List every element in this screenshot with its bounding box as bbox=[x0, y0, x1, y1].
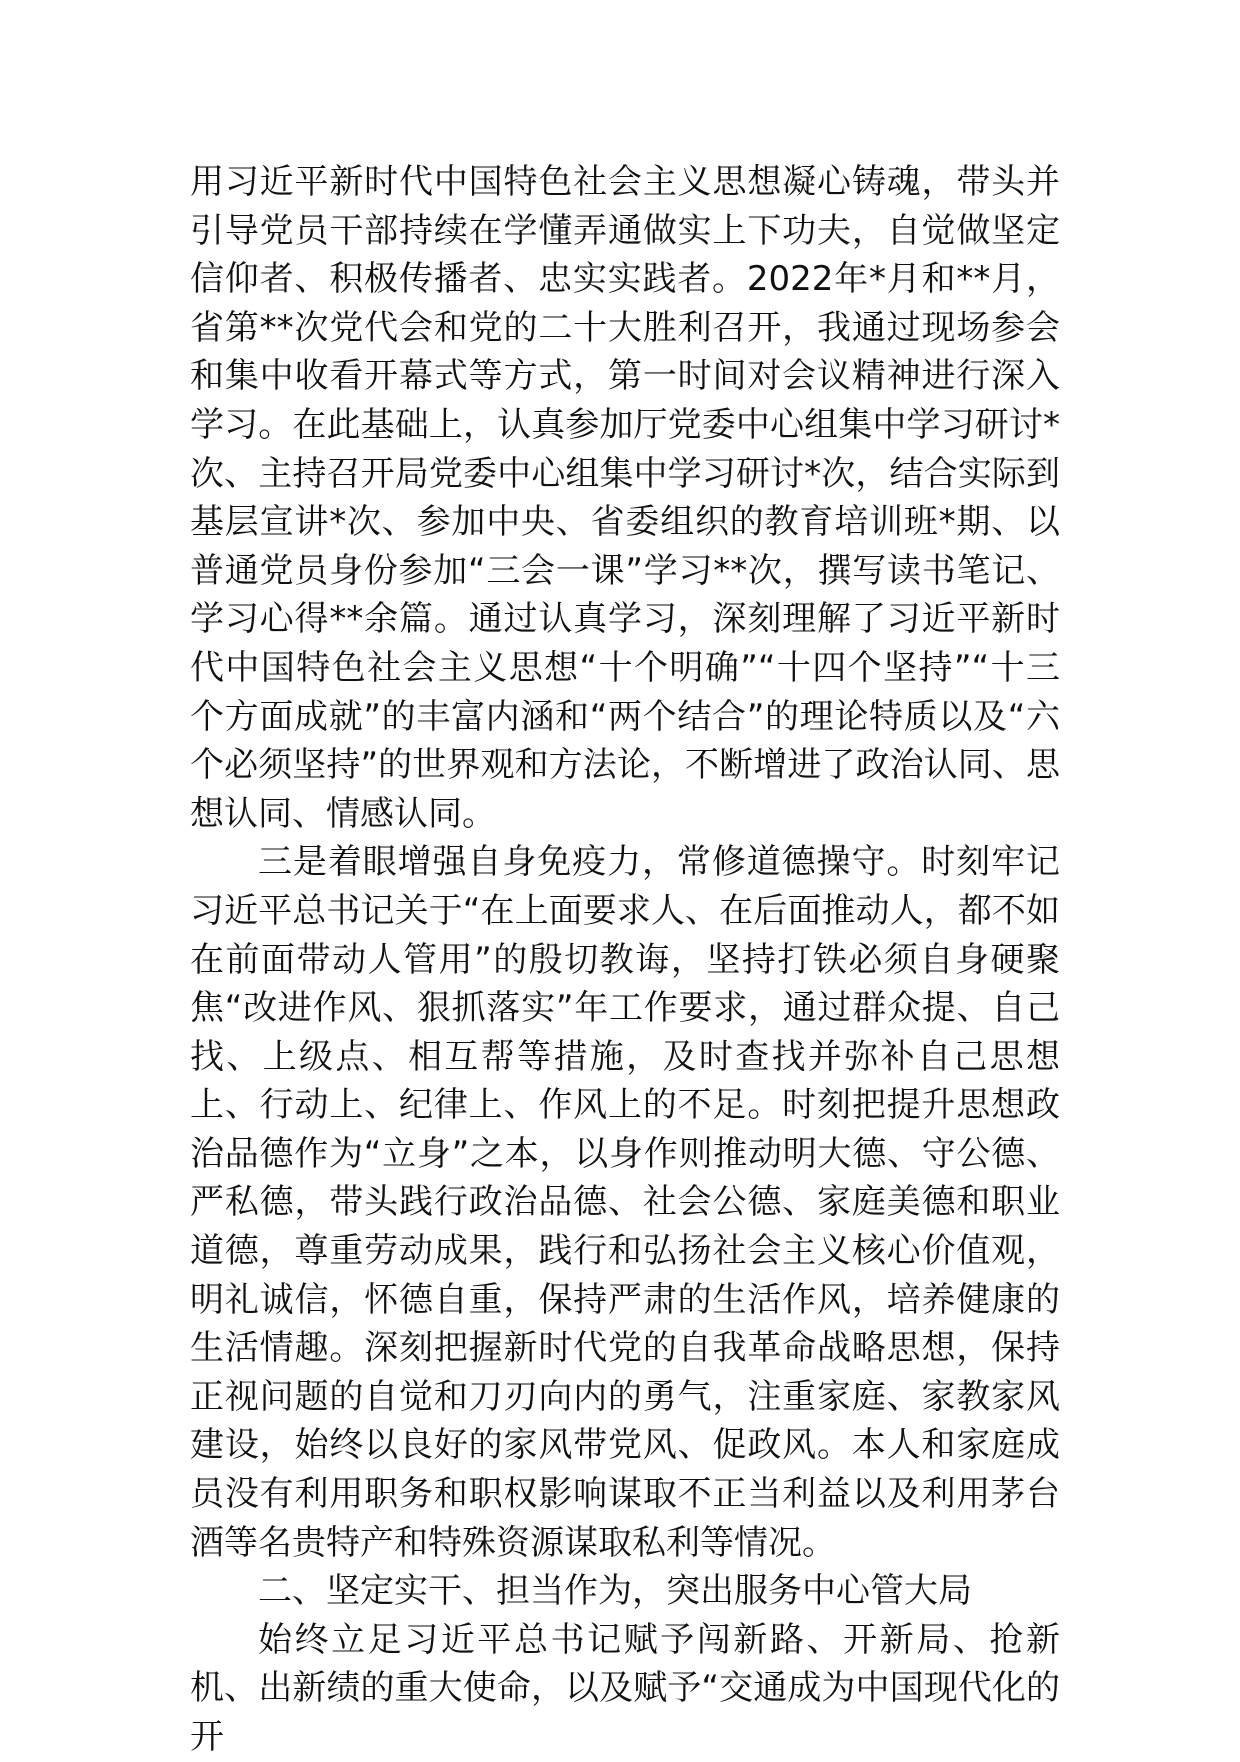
paragraph-mission: 始终立足习近平总书记赋予闯新路、开新局、抢新机、出新绩的重大使命，以及赋予“交通成为中国现代化的开 bbox=[190, 1619, 1060, 1757]
section-heading-service-center: 二、坚定实干、担当作为，突出服务中心管大局 bbox=[258, 1571, 972, 1612]
paragraph-study-summary: 用习近平新时代中国特色社会主义思想凝心铸魂，带头并引导党员干部持续在学懂弄通做实上下功夫，自觉做坚定信仰者、积极传播者、忠实实践者。2022年*月和**月，省第**次党代会和党的二十大胜利召开，我通过现场参会和集中收看开幕式等方式，第一时间对会议精神进行深入学习。在此基础上，认真参加厅党委中心组集中学习研讨*次、主持召开局党委中心组集中学习研讨*次，结合实际到基层宣讲*次、参加中央、省委组织的教育培训班*期、以普通党员身份参加“三会一课”学习**次，撰写读书笔记、学习心得**余篇。通过认真学习，深刻理解了习近平新时代中国特色社会主义思想“十个明确”“十四个坚持”“十三个方面成就”的丰富内涵和“两个结合”的理论特质以及“六个必须坚持”的世界观和方法论，不断增进了政治认同、思想认同、情感认同。 bbox=[190, 162, 1060, 834]
document-body bbox=[190, 158, 1060, 1762]
paragraph-moral-cultivation: 三是着眼增强自身免疫力，常修道德操守。时刻牢记习近平总书记关于“在上面要求人、在后面推动人，都不如在前面带动人管用”的殷切教诲，坚持打铁必须自身硬聚焦“改进作风、狠抓落实”年工作要求，通过群众提、自己找、上级点、相互帮等措施，及时查找并弥补自己思想上、行动上、纪律上、作风上的不足。时刻把提升思想政治品德作为“立身”之本，以身作则推动明大德、守公德、严私德，带头践行政治品德、社会公德、家庭美德和职业道德，尊重劳动成果，践行和弘扬社会主义核心价值观，明礼诚信，怀德自重，保持严肃的生活作风，培养健康的生活情趣。深刻把握新时代党的自我革命战略思想，保持正视问题的自觉和刀刃向内的勇气，注重家庭、家教家风建设，始终以良好的家风带党风、促政风。本人和家庭成员没有利用职务和职权影响谋取不正当利益以及利用茅台酒等名贵特产和特殊资源谋取私利等情况。 bbox=[190, 842, 1060, 1563]
